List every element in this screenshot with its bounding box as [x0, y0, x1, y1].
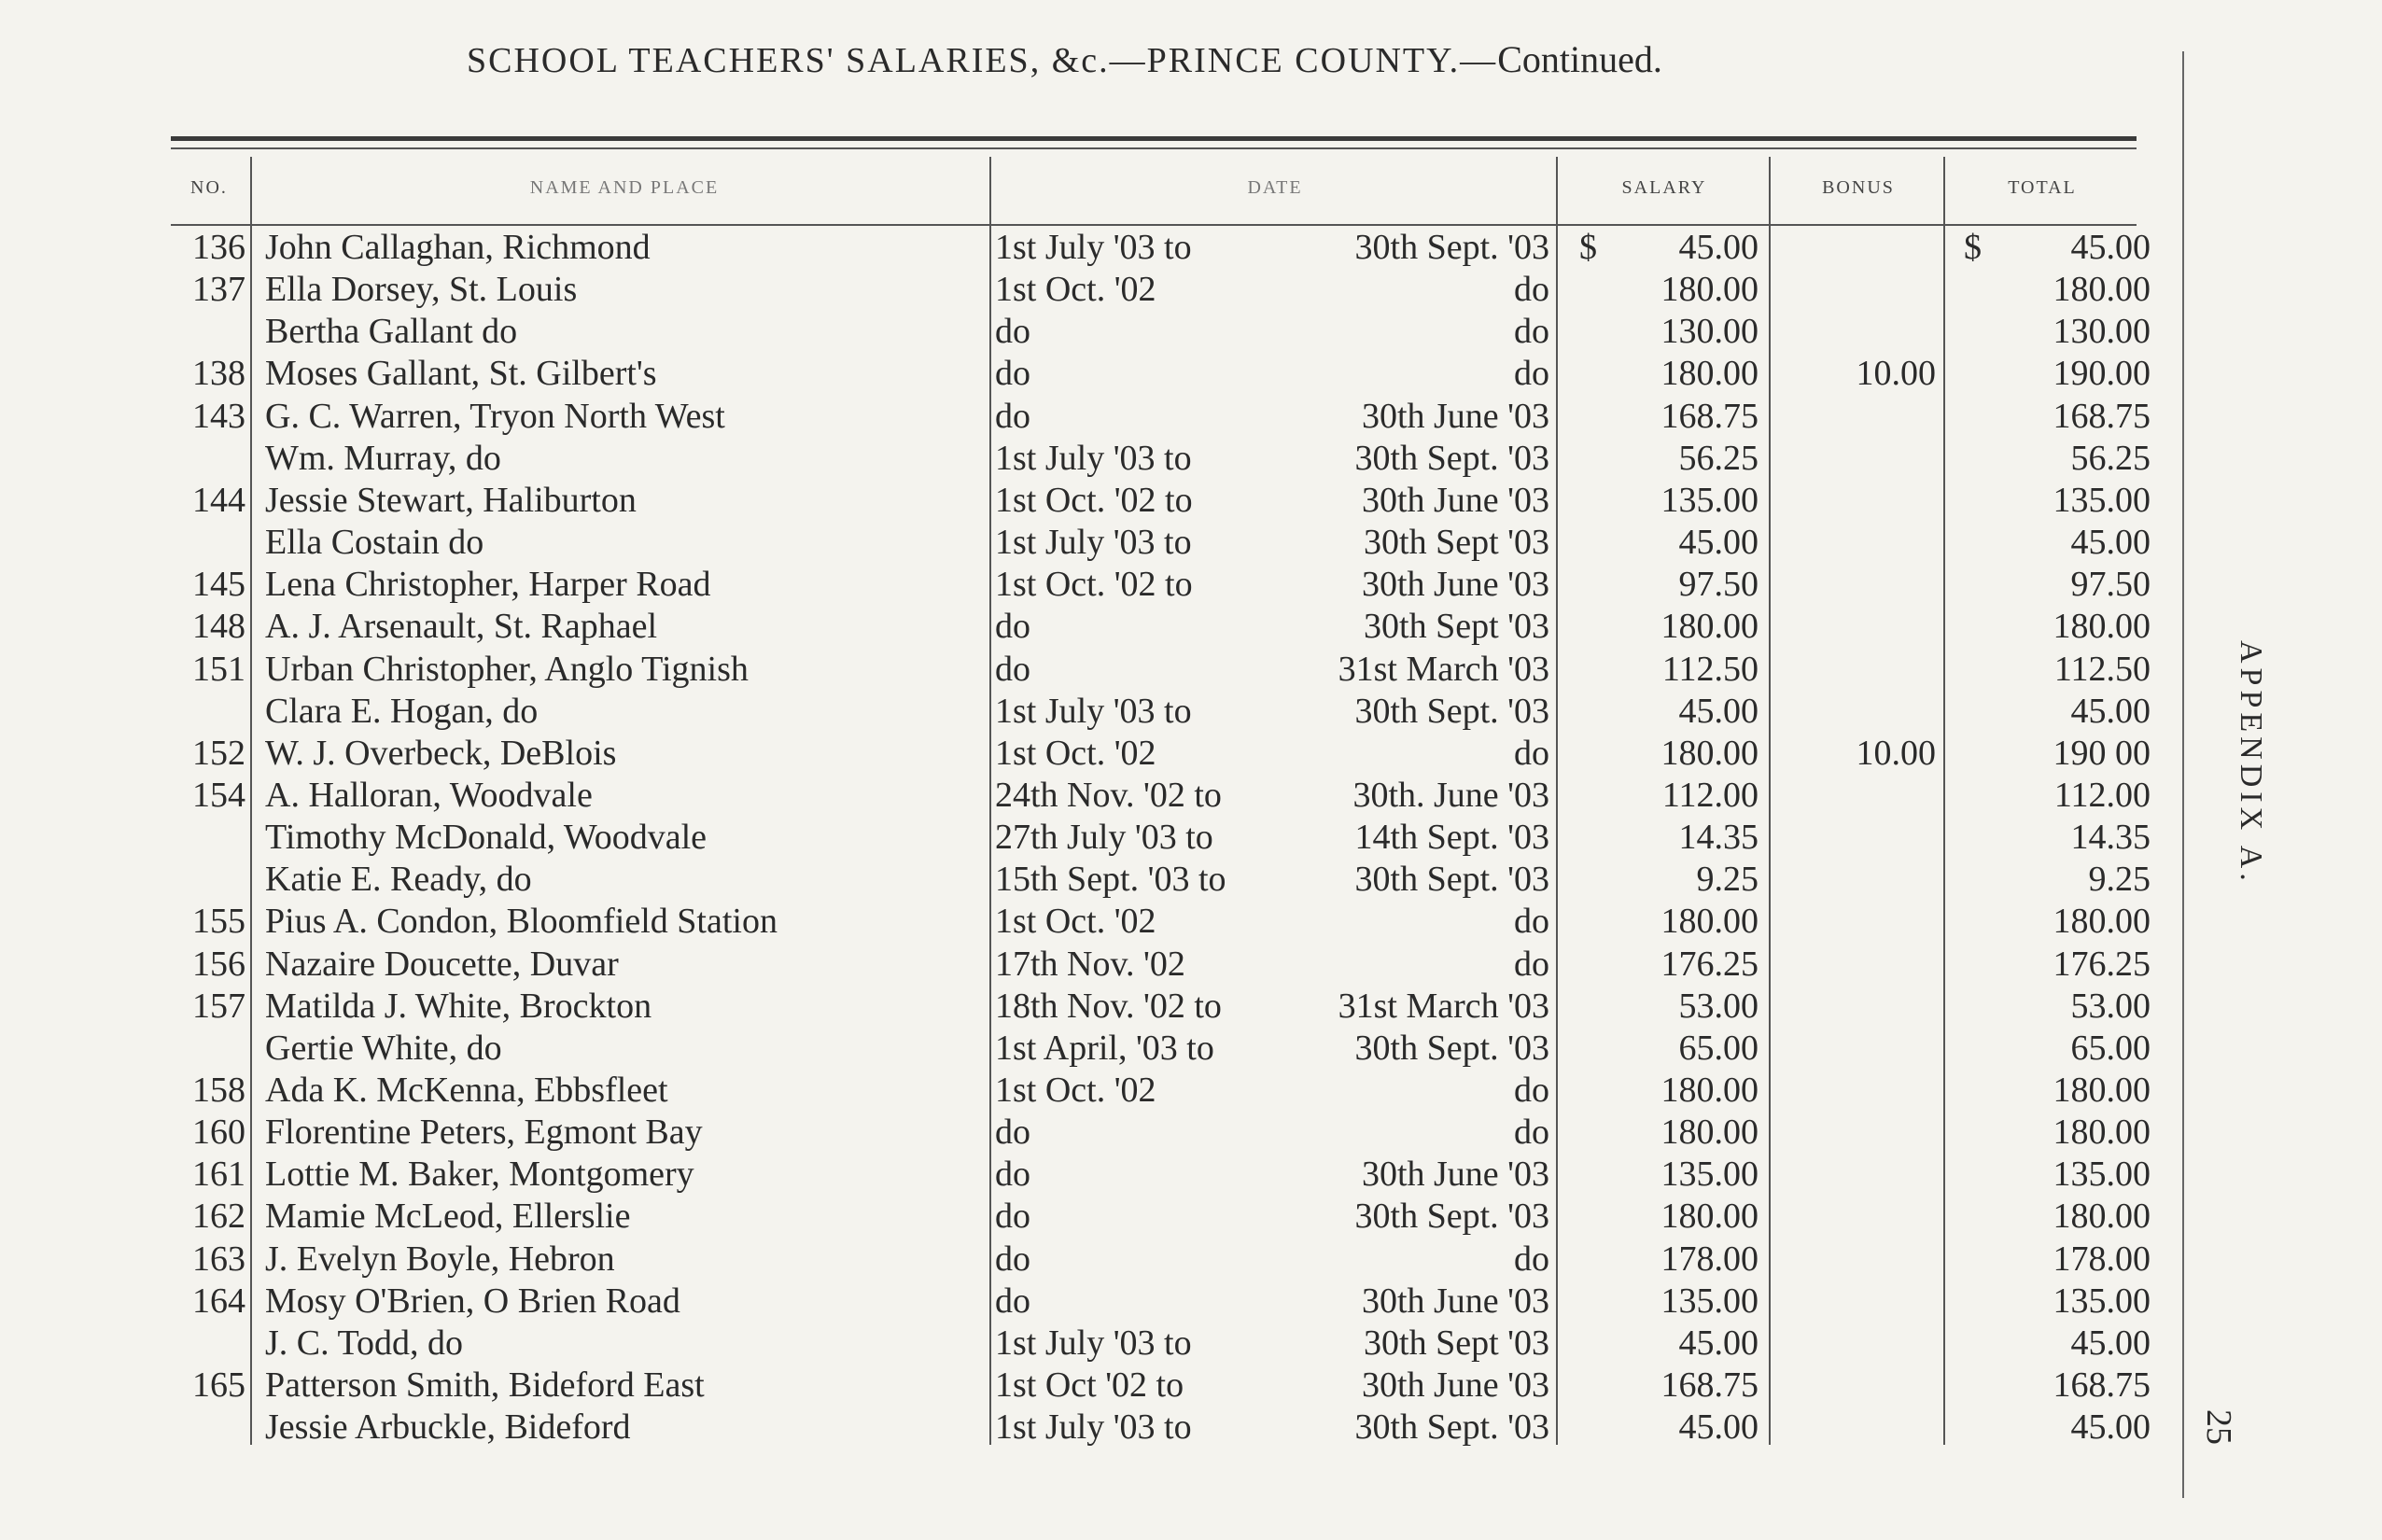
cell-to: do: [1514, 1239, 1549, 1279]
cell-to: 30th Sept. '03: [1354, 228, 1549, 267]
table-row: [0, 733, 2382, 775]
cell-name: John Callaghan, Richmond: [265, 228, 651, 267]
cell-no: 161: [192, 1155, 245, 1194]
cell-salary: 168.75: [1660, 397, 1758, 436]
cell-from: do: [995, 607, 1030, 646]
cell-total: 135.00: [2053, 1155, 2151, 1194]
cell-salary: 180.00: [1660, 607, 1758, 646]
cell-no: 164: [192, 1281, 245, 1321]
cell-total: 112.00: [2053, 776, 2151, 815]
cell-name: Wm. Murray, do: [265, 439, 501, 478]
cell-name: Katie E. Ready, do: [265, 860, 532, 899]
cell-from: 17th Nov. '02: [995, 945, 1185, 984]
cell-name: Lena Christopher, Harper Road: [265, 565, 711, 604]
cell-name: A. Halloran, Woodvale: [265, 776, 593, 815]
header-rule-thick: [171, 136, 2137, 141]
cell-from: 1st April, '03 to: [995, 1029, 1214, 1068]
cell-name: Clara E. Hogan, do: [265, 692, 539, 731]
header-rule-thin: [171, 147, 2137, 149]
cell-salary: 45.00: [1678, 523, 1758, 562]
cell-no: 163: [192, 1239, 245, 1279]
cell-from: 1st July '03 to: [995, 1407, 1192, 1447]
page-title-main: SCHOOL TEACHERS' SALARIES, &c.—PRINCE COUNTY.—: [467, 41, 1498, 80]
cell-bonus: 10.00: [1856, 354, 1936, 393]
total-dollar-sign: $: [1964, 228, 1982, 267]
cell-salary: 53.00: [1678, 987, 1758, 1026]
cell-name: Jessie Arbuckle, Bideford: [265, 1407, 631, 1447]
cell-salary: 180.00: [1660, 354, 1758, 393]
cell-salary: 9.25: [1696, 860, 1758, 899]
cell-from: do: [995, 354, 1030, 393]
cell-to: do: [1514, 945, 1549, 984]
salary-dollar-sign: $: [1579, 228, 1597, 267]
cell-from: 1st Oct '02 to: [995, 1365, 1184, 1405]
column-header-rule: [171, 224, 2137, 226]
table-row: [0, 986, 2382, 1028]
cell-from: 1st July '03 to: [995, 228, 1192, 267]
cell-total: 130.00: [2053, 312, 2151, 351]
cell-to: 31st March '03: [1338, 650, 1549, 689]
cell-to: 30th Sept. '03: [1354, 439, 1549, 478]
cell-no: 136: [192, 228, 245, 267]
cell-name: Ella Dorsey, St. Louis: [265, 270, 578, 309]
cell-from: 18th Nov. '02 to: [995, 987, 1222, 1026]
cell-from: do: [995, 1155, 1030, 1194]
cell-total: 14.35: [2070, 818, 2151, 857]
cell-total: 180.00: [2053, 1113, 2151, 1152]
margin-rule: [2182, 51, 2184, 1498]
cell-no: 144: [192, 481, 245, 520]
cell-salary: 135.00: [1660, 1281, 1758, 1321]
cell-from: 1st July '03 to: [995, 523, 1192, 562]
cell-to: 30th Sept. '03: [1354, 1197, 1549, 1236]
cell-name: Nazaire Doucette, Duvar: [265, 945, 619, 984]
cell-no: 158: [192, 1071, 245, 1110]
table-row: [0, 1028, 2382, 1070]
cell-name: Patterson Smith, Bideford East: [265, 1365, 705, 1405]
cell-salary: 56.25: [1678, 439, 1758, 478]
cell-no: 156: [192, 945, 245, 984]
cell-salary: 65.00: [1678, 1029, 1758, 1068]
cell-to: 14th Sept. '03: [1354, 818, 1549, 857]
cell-total: 176.25: [2053, 945, 2151, 984]
table-row: [0, 901, 2382, 943]
col-header-salary: SALARY: [1621, 177, 1707, 198]
cell-to: 30th June '03: [1361, 1281, 1549, 1321]
cell-name: Lottie M. Baker, Montgomery: [265, 1155, 694, 1194]
cell-total: 180.00: [2053, 902, 2151, 941]
table-row: [0, 1196, 2382, 1238]
cell-no: 157: [192, 987, 245, 1026]
cell-salary: 14.35: [1678, 818, 1758, 857]
cell-total: 190.00: [2053, 354, 2151, 393]
cell-name: W. J. Overbeck, DeBlois: [265, 734, 617, 773]
cell-from: 1st Oct. '02 to: [995, 565, 1193, 604]
cell-no: 155: [192, 902, 245, 941]
cell-name: Moses Gallant, St. Gilbert's: [265, 354, 657, 393]
cell-to: do: [1514, 902, 1549, 941]
cell-from: do: [995, 1113, 1030, 1152]
cell-name: Ada K. McKenna, Ebbsfleet: [265, 1071, 668, 1110]
cell-salary: 112.00: [1661, 776, 1758, 815]
table-row: [0, 1154, 2382, 1196]
cell-total: 45.00: [2070, 228, 2151, 267]
cell-salary: 180.00: [1660, 1071, 1758, 1110]
cell-to: do: [1514, 270, 1549, 309]
cell-name: Pius A. Condon, Bloomfield Station: [265, 902, 778, 941]
table-row: [0, 564, 2382, 606]
cell-name: Matilda J. White, Brockton: [265, 987, 652, 1026]
cell-total: 53.00: [2070, 987, 2151, 1026]
cell-to: do: [1514, 312, 1549, 351]
table-row: [0, 1070, 2382, 1112]
cell-from: 1st Oct. '02 to: [995, 481, 1193, 520]
cell-no: 151: [192, 650, 245, 689]
cell-to: 30th Sept. '03: [1354, 692, 1549, 731]
table-row: [0, 396, 2382, 438]
cell-to: do: [1514, 734, 1549, 773]
cell-to: 31st March '03: [1338, 987, 1549, 1026]
cell-total: 65.00: [2070, 1029, 2151, 1068]
cell-salary: 176.25: [1660, 945, 1758, 984]
cell-no: 145: [192, 565, 245, 604]
cell-salary: 45.00: [1678, 228, 1758, 267]
table-row: [0, 817, 2382, 859]
cell-no: 143: [192, 397, 245, 436]
cell-to: 30th June '03: [1361, 565, 1549, 604]
table-row: [0, 480, 2382, 522]
cell-salary: 180.00: [1660, 902, 1758, 941]
cell-from: do: [995, 1281, 1030, 1321]
cell-salary: 45.00: [1678, 1407, 1758, 1447]
col-header-no: NO.: [190, 177, 228, 198]
cell-from: 1st Oct. '02: [995, 734, 1156, 773]
cell-to: do: [1514, 1071, 1549, 1110]
table-row: [0, 606, 2382, 648]
table-row: [0, 859, 2382, 901]
col-header-bonus: BONUS: [1822, 177, 1895, 198]
page-title: [467, 37, 1923, 81]
col-header-total: TOTAL: [2008, 177, 2077, 198]
cell-to: 30th Sept '03: [1364, 523, 1549, 562]
cell-name: A. J. Arsenault, St. Raphael: [265, 607, 658, 646]
cell-salary: 168.75: [1660, 1365, 1758, 1405]
cell-salary: 97.50: [1678, 565, 1758, 604]
cell-salary: 180.00: [1660, 270, 1758, 309]
cell-no: 162: [192, 1197, 245, 1236]
table-row: [0, 691, 2382, 733]
table-row: [0, 522, 2382, 564]
cell-name: Gertie White, do: [265, 1029, 502, 1068]
cell-total: 135.00: [2053, 481, 2151, 520]
cell-to: 30th June '03: [1361, 1365, 1549, 1405]
col-header-date: DATE: [1247, 177, 1303, 198]
table-row: [0, 944, 2382, 986]
table-row: [0, 353, 2382, 395]
cell-from: do: [995, 312, 1030, 351]
cell-name: J. C. Todd, do: [265, 1323, 464, 1363]
table-row: [0, 227, 2382, 269]
cell-total: 168.75: [2053, 397, 2151, 436]
table-row: [0, 1365, 2382, 1407]
cell-total: 45.00: [2070, 692, 2151, 731]
table-row: [0, 1112, 2382, 1154]
cell-name: G. C. Warren, Tryon North West: [265, 397, 725, 436]
table-row: [0, 311, 2382, 353]
table-row: [0, 649, 2382, 691]
cell-total: 190 00: [2053, 734, 2151, 773]
table-row: [0, 1281, 2382, 1323]
cell-salary: 135.00: [1660, 1155, 1758, 1194]
cell-from: 15th Sept. '03 to: [995, 860, 1226, 899]
table-row: [0, 269, 2382, 311]
cell-salary: 45.00: [1678, 692, 1758, 731]
cell-to: 30th. June '03: [1352, 776, 1549, 815]
cell-name: Ella Costain do: [265, 523, 484, 562]
cell-salary: 180.00: [1660, 1113, 1758, 1152]
cell-from: do: [995, 650, 1030, 689]
cell-no: 152: [192, 734, 245, 773]
cell-total: 45.00: [2070, 1323, 2151, 1363]
cell-name: Florentine Peters, Egmont Bay: [265, 1113, 703, 1152]
page-title-continued: Continued.: [1497, 38, 1662, 80]
cell-name: Urban Christopher, Anglo Tignish: [265, 650, 749, 689]
cell-total: 180.00: [2053, 1197, 2151, 1236]
cell-to: 30th June '03: [1361, 481, 1549, 520]
cell-salary: 112.50: [1661, 650, 1758, 689]
cell-to: 30th Sept. '03: [1354, 860, 1549, 899]
cell-total: 112.50: [2053, 650, 2151, 689]
cell-to: do: [1514, 354, 1549, 393]
cell-to: do: [1514, 1113, 1549, 1152]
col-header-name: NAME AND PLACE: [529, 177, 720, 198]
table-row: [0, 1407, 2382, 1449]
cell-to: 30th Sept. '03: [1354, 1029, 1549, 1068]
cell-no: 165: [192, 1365, 245, 1405]
table-row: [0, 438, 2382, 480]
cell-to: 30th June '03: [1361, 1155, 1549, 1194]
cell-total: 178.00: [2053, 1239, 2151, 1279]
cell-total: 180.00: [2053, 1071, 2151, 1110]
cell-no: 148: [192, 607, 245, 646]
cell-to: 30th Sept '03: [1364, 607, 1549, 646]
cell-name: J. Evelyn Boyle, Hebron: [265, 1239, 615, 1279]
cell-salary: 130.00: [1660, 312, 1758, 351]
cell-salary: 45.00: [1678, 1323, 1758, 1363]
cell-from: do: [995, 397, 1030, 436]
appendix-label: APPENDIX A.: [2234, 640, 2268, 886]
table-row: [0, 775, 2382, 817]
cell-salary: 178.00: [1660, 1239, 1758, 1279]
cell-salary: 135.00: [1660, 481, 1758, 520]
cell-no: 160: [192, 1113, 245, 1152]
cell-name: Bertha Gallant do: [265, 312, 518, 351]
cell-total: 9.25: [2088, 860, 2151, 899]
cell-salary: 180.00: [1660, 1197, 1758, 1236]
cell-total: 45.00: [2070, 1407, 2151, 1447]
cell-total: 97.50: [2070, 565, 2151, 604]
cell-total: 168.75: [2053, 1365, 2151, 1405]
cell-no: 138: [192, 354, 245, 393]
cell-from: 24th Nov. '02 to: [995, 776, 1222, 815]
cell-total: 45.00: [2070, 523, 2151, 562]
cell-to: 30th Sept. '03: [1354, 1407, 1549, 1447]
cell-from: 1st Oct. '02: [995, 270, 1156, 309]
cell-no: 154: [192, 776, 245, 815]
cell-name: Jessie Stewart, Haliburton: [265, 481, 637, 520]
page-number: 25: [2199, 1409, 2238, 1445]
cell-from: 1st Oct. '02: [995, 1071, 1156, 1110]
cell-from: 1st July '03 to: [995, 439, 1192, 478]
cell-bonus: 10.00: [1856, 734, 1936, 773]
cell-from: do: [995, 1197, 1030, 1236]
cell-from: 1st Oct. '02: [995, 902, 1156, 941]
table-row: [0, 1239, 2382, 1281]
cell-from: 1st July '03 to: [995, 1323, 1192, 1363]
cell-name: Mamie McLeod, Ellerslie: [265, 1197, 631, 1236]
cell-to: 30th June '03: [1361, 397, 1549, 436]
cell-total: 180.00: [2053, 270, 2151, 309]
cell-from: 1st July '03 to: [995, 692, 1192, 731]
cell-total: 56.25: [2070, 439, 2151, 478]
cell-from: do: [995, 1239, 1030, 1279]
cell-salary: 180.00: [1660, 734, 1758, 773]
cell-from: 27th July '03 to: [995, 818, 1213, 857]
cell-to: 30th Sept '03: [1364, 1323, 1549, 1363]
cell-name: Mosy O'Brien, O Brien Road: [265, 1281, 680, 1321]
table-row: [0, 1323, 2382, 1365]
cell-total: 180.00: [2053, 607, 2151, 646]
cell-total: 135.00: [2053, 1281, 2151, 1321]
cell-name: Timothy McDonald, Woodvale: [265, 818, 707, 857]
cell-no: 137: [192, 270, 245, 309]
